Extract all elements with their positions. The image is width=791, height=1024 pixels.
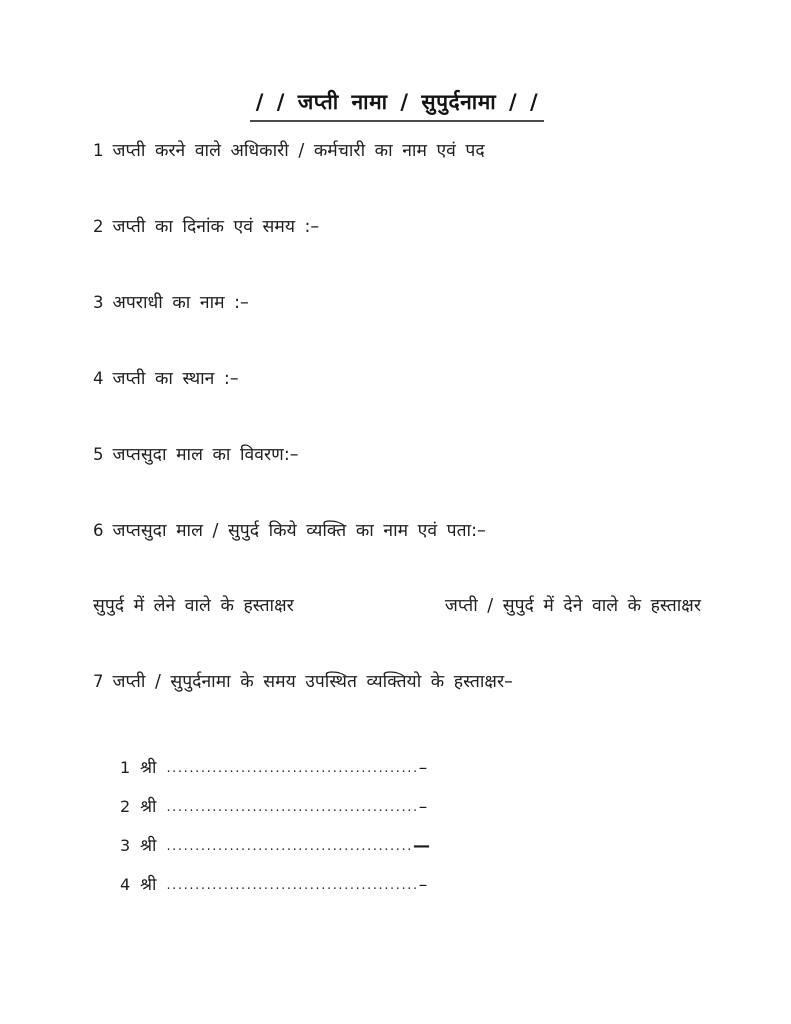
item-number: 1 [93,141,104,160]
item-label: जप्ती का दिनांक एवं समय :– [112,217,320,237]
item-number: 7 [93,672,104,691]
witness-signature-line: ............................................ [166,761,419,776]
witness-honorific: श्री [140,836,157,856]
item-label: जप्ती / सुपुर्दनामा के समय उपस्थित व्यक्तियो के हस्ताक्षर– [112,672,513,692]
form-item-6 [93,520,701,542]
witness-row-4 [120,874,701,896]
item-number: 4 [93,369,104,388]
witness-number: 2 [120,797,131,816]
form-item-2 [93,216,701,238]
witness-number: 3 [120,836,131,855]
item-label: अपराधी का नाम :– [112,293,249,313]
witness-signature-line: ............................................ [166,800,419,815]
witness-signature-line: ............................................ [166,878,419,893]
item-label: जप्ती का स्थान :– [112,369,239,389]
witness-signature-line: ........................................... [166,839,413,854]
item-number: 3 [93,293,104,312]
item-number: 6 [93,521,104,540]
item-number: 5 [93,445,104,464]
item-label: जप्तसुदा माल का विवरण:– [112,445,299,465]
witness-number: 4 [120,875,131,894]
page-title-text: / / जप्ती नामा / सुपुर्दनामा / / [250,88,544,122]
witness-row-1 [120,757,701,779]
witness-line-dash: – [418,758,428,778]
item-label: जप्ती करने वाले अधिकारी / कर्मचारी का नाम एवं पद [112,141,485,161]
witness-line-dash: — [412,836,430,856]
item-number: 2 [93,217,104,236]
witness-number: 1 [120,758,131,777]
signature-row [93,596,701,617]
witness-honorific: श्री [140,758,157,778]
form-item-1 [93,140,701,162]
form-item-7 [93,671,701,693]
witness-list [120,757,701,896]
witness-row-2 [120,796,701,818]
item-label: जप्तसुदा माल / सुपुर्द किये व्यक्ति का नाम एवं पता:– [112,521,486,541]
witness-line-dash: – [418,797,428,817]
witness-line-dash: – [418,875,428,895]
page-title [93,88,701,122]
form-item-3 [93,292,701,314]
giver-signature-label: जप्ती / सुपुर्द में देने वाले के हस्ताक्षर [444,596,701,616]
form-item-5 [93,444,701,466]
witness-row-3 [120,835,701,857]
witness-honorific: श्री [140,797,157,817]
form-item-4 [93,368,701,390]
witness-honorific: श्री [140,875,157,895]
receiver-signature-label: सुपुर्द में लेने वाले के हस्ताक्षर [93,596,294,616]
